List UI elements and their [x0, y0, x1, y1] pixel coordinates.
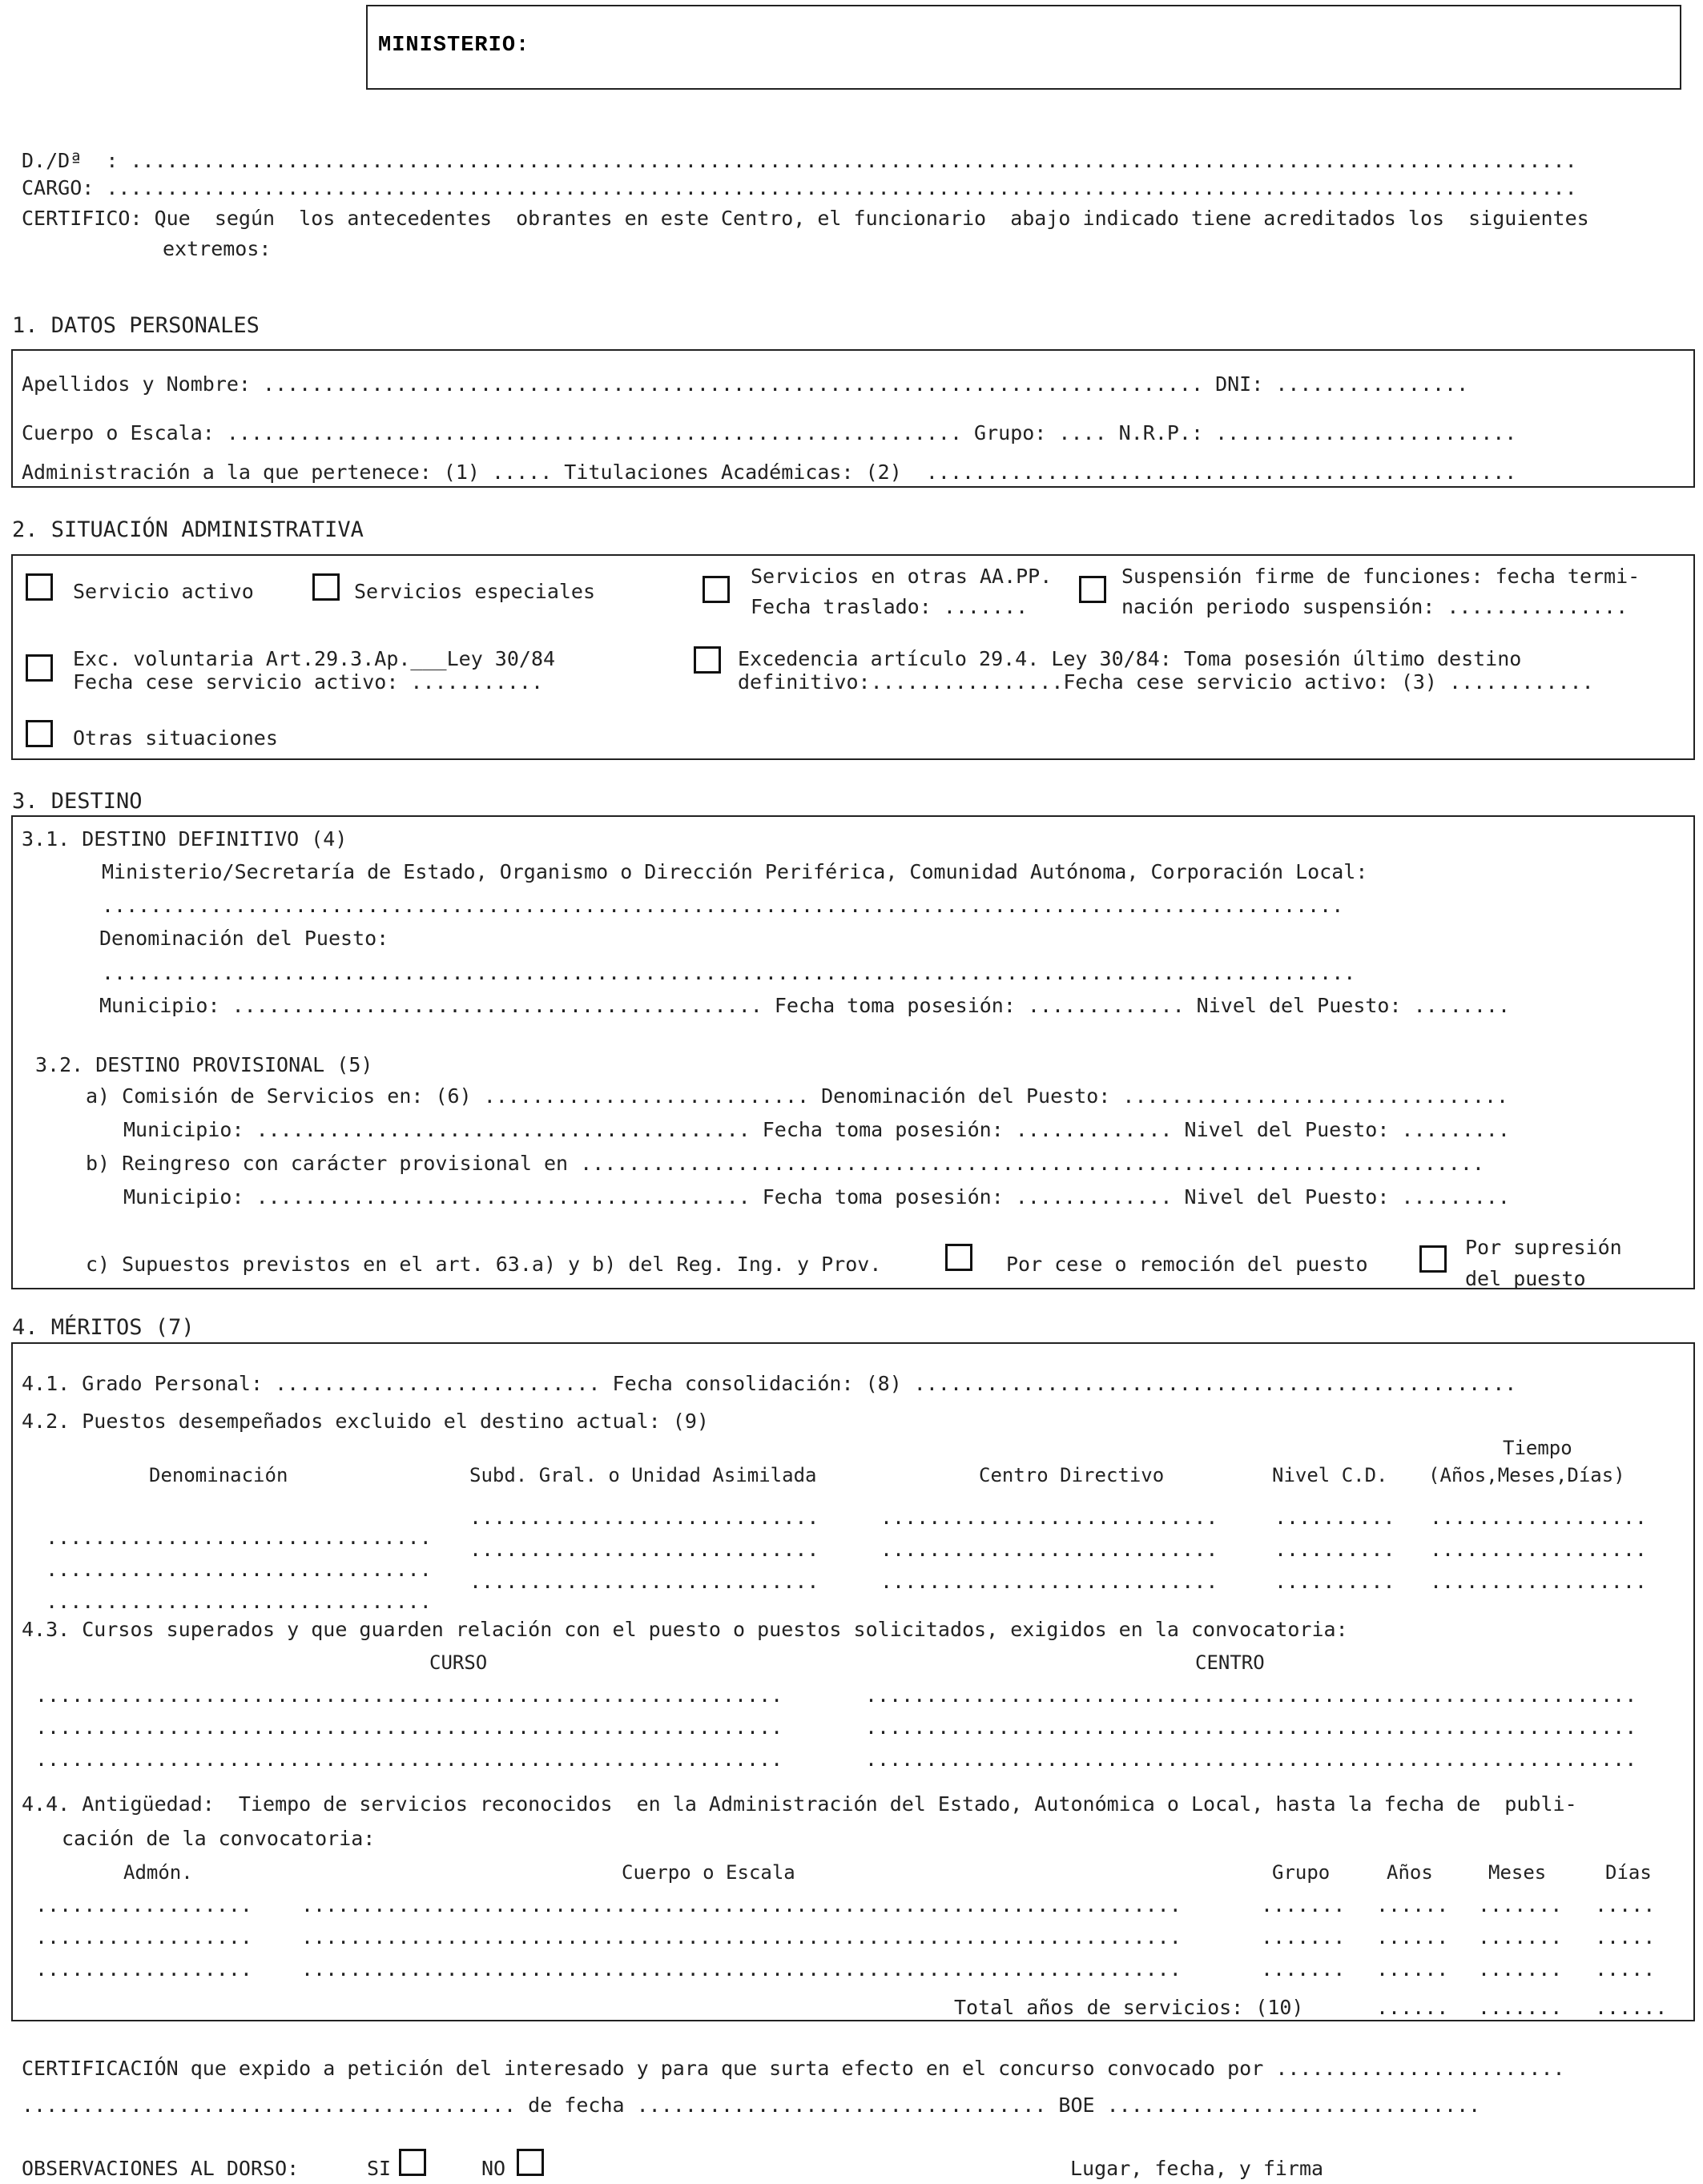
ministerio-box [366, 5, 1681, 90]
antiguedad-cell: ...... [1376, 1957, 1449, 1981]
col-header-centro-curso: CENTRO [1195, 1651, 1265, 1674]
suspension-checkbox[interactable] [1079, 576, 1106, 603]
destino-provisional-title: 3.2. DESTINO PROVISIONAL (5) [35, 1053, 373, 1076]
servicio-activo-checkbox[interactable] [26, 573, 53, 601]
puestos-cell: .................. [1430, 1570, 1647, 1593]
col-header-dias: Días [1605, 1861, 1652, 1884]
antiguedad-cell: ......................................................................... [301, 1957, 1182, 1981]
curso-cell: .............................................................. [35, 1748, 783, 1771]
antiguedad-cell: ....... [1261, 1893, 1346, 1917]
col-header-centro: Centro Directivo [979, 1464, 1165, 1486]
centro-cell: ................................................................ [865, 1683, 1637, 1707]
puestos-cell: .......... [1274, 1538, 1395, 1561]
antiguedad-cell: ...... [1376, 1925, 1449, 1949]
curso-cell: .............................................................. [35, 1683, 783, 1707]
supresion-label: Por supresión [1465, 1236, 1622, 1259]
section-3-box [11, 815, 1695, 1289]
fecha-traslado-label: Fecha traslado: ....... [751, 595, 1029, 618]
puestos-cell: ............................ [880, 1538, 1218, 1561]
col-header-admon: Admón. [123, 1861, 193, 1884]
servicios-especiales-label: Servicios especiales [354, 580, 596, 603]
administracion-line: Administración a la que pertenece: (1) ..... Titulaciones Académicas: (2) ................................................. [22, 461, 1517, 484]
col-header-nivel: Nivel C.D. [1272, 1464, 1388, 1486]
ministerio-line: Ministerio/Secretaría de Estado, Organismo o Dirección Periférica, Comunidad Autónoma, Corporación Local: [102, 860, 1368, 883]
section-4-box [11, 1342, 1695, 2021]
antiguedad-cell: .................. [35, 1893, 252, 1917]
dots-line-2: ........................................................................................................ [102, 961, 1356, 984]
total-dias-value: ...... [1595, 1996, 1668, 2019]
si-checkbox[interactable] [399, 2149, 426, 2176]
otras-aapp-checkbox[interactable] [703, 576, 730, 603]
col-header-meses: Meses [1488, 1861, 1547, 1884]
lugar-fecha-firma: Lugar, fecha, y firma [1070, 2157, 1324, 2180]
antiguedad-cell: ....... [1261, 1957, 1346, 1981]
section-4-title: 4. MÉRITOS (7) [12, 1315, 195, 1340]
observaciones-label: OBSERVACIONES AL DORSO: [22, 2157, 300, 2180]
excedencia-294-label: Excedencia artículo 29.4. Ley 30/84: Toma posesión último destino [738, 647, 1522, 670]
col-header-cuerpo: Cuerpo o Escala [622, 1861, 795, 1884]
puestos-row [22, 1571, 432, 1611]
reingreso-municipio-line: Municipio: ......................................... Fecha toma posesión: ............. Nivel del Puesto: ......... [123, 1185, 1510, 1209]
servicios-especiales-checkbox[interactable] [312, 573, 340, 601]
certificacion-line-2: ......................................... de fecha .................................. BOE ............................... [22, 2094, 1481, 2117]
certificacion-line: CERTIFICACIÓN que expido a petición del interesado y para que surta efecto en el concurso convocado por ........................ [22, 2057, 1565, 2080]
antiguedad-cell: ......................................................................... [301, 1893, 1182, 1917]
puestos-cell: ................................ [46, 1558, 432, 1581]
dots-line-1: ....................................................................................................... [102, 894, 1344, 917]
servicio-activo-label: Servicio activo [73, 580, 254, 603]
antiguedad-cell: ....... [1261, 1925, 1346, 1949]
suspension-label: Suspensión firme de funciones: fecha termi- [1121, 565, 1641, 588]
col-header-curso: CURSO [429, 1651, 488, 1674]
certifico-line-2: extremos: [163, 237, 272, 260]
col-header-subd: Subd. Gral. o Unidad Asimilada [469, 1464, 817, 1486]
excedencia-294-checkbox[interactable] [694, 646, 721, 674]
antiguedad-cell: ..... [1595, 1925, 1656, 1949]
otras-situaciones-checkbox[interactable] [26, 720, 53, 747]
supuestos-checkbox[interactable] [945, 1244, 972, 1271]
exc-voluntaria-label: Exc. voluntaria Art.29.3.Ap.___Ley 30/84 [73, 647, 556, 670]
section-2-title: 2. SITUACIÓN ADMINISTRATIVA [12, 517, 364, 542]
antiguedad-cell: ......................................................................... [301, 1925, 1182, 1949]
puestos-cell: .......... [1274, 1570, 1395, 1593]
section-3-title: 3. DESTINO [12, 789, 143, 814]
no-label: NO [481, 2157, 506, 2180]
otras-aapp-label: Servicios en otras AA.PP. [751, 565, 1053, 588]
antiguedad-cell: .................. [35, 1925, 252, 1949]
puestos-desempenados-title: 4.2. Puestos desempeñados excluido el destino actual: (9) [22, 1410, 709, 1433]
dd-line: D./Dª : ........................................................................................................................ [22, 149, 1577, 172]
puestos-cell: ............................. [469, 1570, 819, 1593]
col-header-denominacion: Denominación [149, 1464, 288, 1486]
col-header-grupo: Grupo [1272, 1861, 1331, 1884]
supresion-label-2: del puesto [1465, 1267, 1586, 1290]
centro-cell: ................................................................ [865, 1715, 1637, 1739]
supuestos-line: c) Supuestos previstos en el art. 63.a) y b) del Reg. Ing. y Prov. [86, 1253, 882, 1276]
ministerio-label: MINISTERIO: [378, 34, 530, 58]
antiguedad-cell: ...... [1376, 1893, 1449, 1917]
antiguedad-cell: ....... [1478, 1957, 1563, 1981]
antiguedad-cell: ..... [1595, 1893, 1656, 1917]
puestos-cell: ............................ [880, 1570, 1218, 1593]
antiguedad-cell: ....... [1478, 1893, 1563, 1917]
comision-servicios-line: a) Comisión de Servicios en: (6) ........................... Denominación del Puesto: ................................ [86, 1084, 1509, 1108]
destino-definitivo-title: 3.1. DESTINO DEFINITIVO (4) [22, 827, 348, 851]
centro-cell: ................................................................ [865, 1748, 1637, 1771]
exc-voluntaria-checkbox[interactable] [26, 654, 53, 682]
exc-voluntaria-fecha: Fecha cese servicio activo: ........... [73, 670, 543, 694]
puestos-cell: ................................ [46, 1590, 432, 1613]
si-label: SI [367, 2157, 392, 2180]
section-1-title: 1. DATOS PERSONALES [12, 313, 260, 338]
suspension-label-2: nación periodo suspensión: ............... [1121, 595, 1629, 618]
grado-personal-line: 4.1. Grado Personal: ........................... Fecha consolidación: (8) .................................................. [22, 1372, 1517, 1395]
cargo-line: CARGO: .......................................................................................................................... [22, 176, 1577, 199]
puestos-cell: ................................ [46, 1526, 432, 1549]
cursos-title: 4.3. Cursos superados y que guarden relación con el puesto o puestos solicitados, exigidos en la convocatoria: [22, 1618, 1348, 1641]
certifico-line: CERTIFICO: Que según los antecedentes obrantes en este Centro, el funcionario abajo indicado tiene acreditados los siguientes [22, 207, 1589, 230]
total-anos-label: Total años de servicios: (10) [954, 1996, 1304, 2019]
denominacion-puesto-label: Denominación del Puesto: [99, 927, 389, 950]
cuerpo-line: Cuerpo o Escala: ............................................................. Grupo: .... N.R.P.: ......................... [22, 421, 1517, 444]
puestos-cell: .................. [1430, 1538, 1647, 1561]
puestos-cell: .................. [1430, 1506, 1647, 1529]
curso-cell: .............................................................. [35, 1715, 783, 1739]
puestos-cell: ............................ [880, 1506, 1218, 1529]
antiguedad-line-2: cación de la convocatoria: [62, 1827, 376, 1850]
comision-municipio-line: Municipio: ......................................... Fecha toma posesión: ............. Nivel del Puesto: ......... [123, 1118, 1510, 1141]
apellidos-line: Apellidos y Nombre: .............................................................................. DNI: ................ [22, 372, 1469, 396]
col-header-anos: Años [1387, 1861, 1433, 1884]
otras-situaciones-label: Otras situaciones [73, 726, 278, 750]
col-header-tiempo-2: (Años,Meses,Días) [1428, 1464, 1625, 1486]
puestos-cell: ............................. [469, 1538, 819, 1561]
antiguedad-cell: .................. [35, 1957, 252, 1981]
total-meses-value: ....... [1478, 1996, 1563, 2019]
no-checkbox[interactable] [517, 2149, 544, 2176]
municipio-line: Municipio: ............................................ Fecha toma posesión: ............. Nivel del Puesto: ........ [99, 994, 1510, 1017]
cese-remocion-checkbox[interactable] [1419, 1245, 1447, 1273]
antiguedad-line: 4.4. Antigüedad: Tiempo de servicios reconocidos en la Administración del Estado, Autonómica o Local, hasta la fecha de publi- [22, 1792, 1577, 1816]
col-header-tiempo: Tiempo [1503, 1437, 1572, 1459]
antiguedad-cell: ..... [1595, 1957, 1656, 1981]
excedencia-294-label-2: definitivo:................Fecha cese servicio activo: (3) ............ [738, 670, 1594, 694]
cese-remocion-label: Por cese o remoción del puesto [1006, 1253, 1368, 1276]
puestos-cell: .......... [1274, 1506, 1395, 1529]
total-anos-value: ...... [1376, 1996, 1449, 2019]
puestos-cell: ............................. [469, 1506, 819, 1529]
antiguedad-cell: ....... [1478, 1925, 1563, 1949]
reingreso-line: b) Reingreso con carácter provisional en ........................................................................... [86, 1152, 1484, 1175]
